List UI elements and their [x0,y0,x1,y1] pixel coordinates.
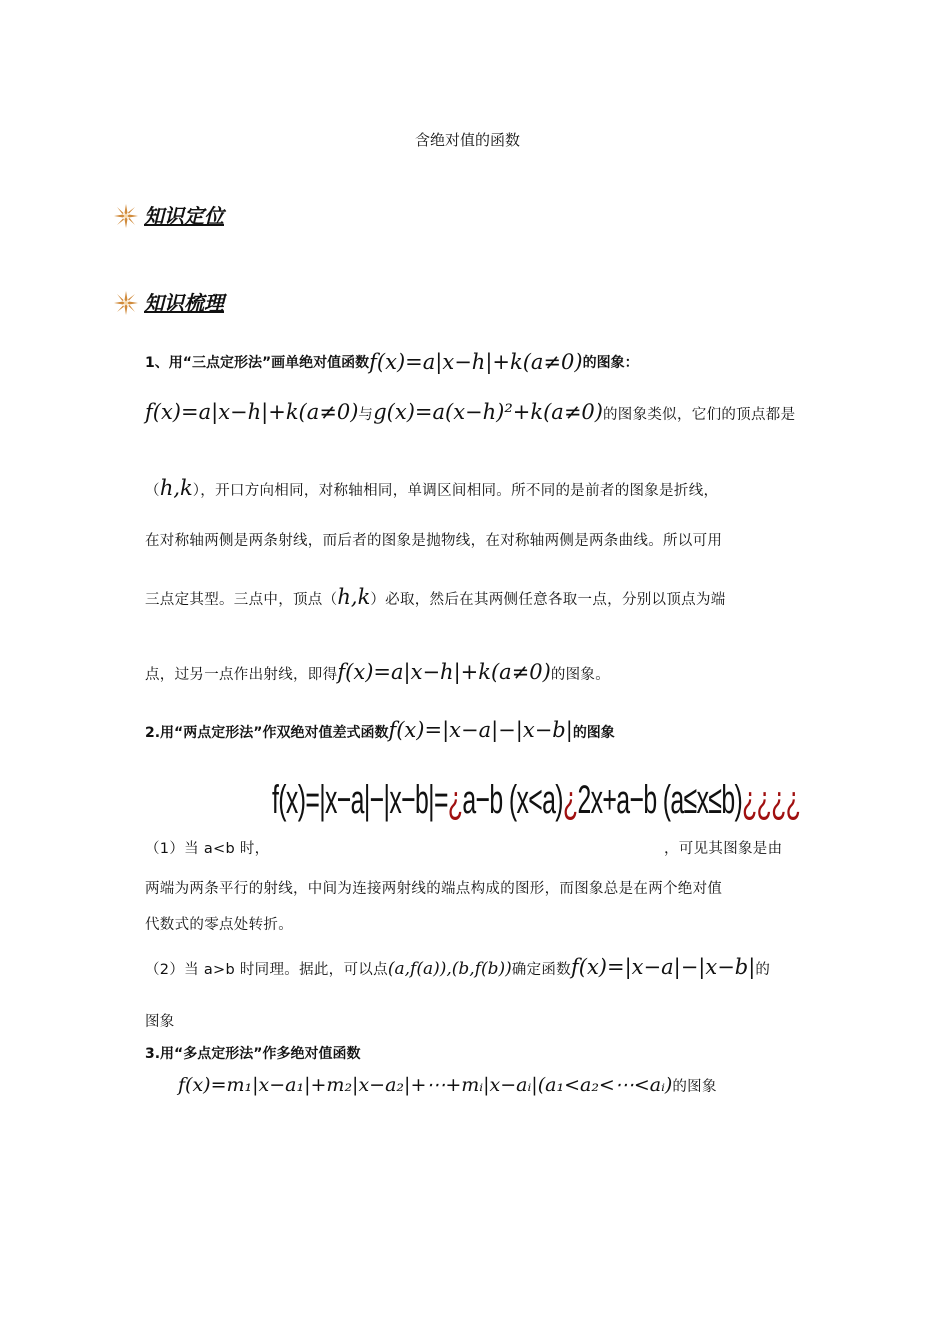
case1-line2: 两端为两条平行的射线，中间为连接两射线的端点构成的图形，而图象总是在两个绝对值 [145,881,723,897]
case2-line2: 图象 [145,1014,175,1030]
part1-line4 [145,585,726,609]
vertex-hk: h,k [159,476,193,500]
garbled-glyph: ¿ [447,778,463,822]
text-line4-post: ）必取，然后在其两侧任意各取一点，分别以顶点为端 [370,592,726,608]
piecewise-lhs: f(x)=|x−a|−|x−b|= [272,778,448,822]
case1-line3: 代数式的零点处转折。 [145,917,293,933]
case2-points: (a,f(a)),(b,f(b)) [387,959,512,979]
part1-heading-formula: f(x)=a|x−h|+k(a≠0) [369,350,583,374]
text-line5-post: 的图象。 [550,667,611,683]
page-title: 含绝对值的函数 [415,131,521,149]
part1-line5 [145,660,610,684]
sparkle-icon [112,202,140,230]
text-line2: ），开口方向相同，对称轴相同，单调区间相同。所不同的是前者的图象是折线， [192,483,719,499]
formula-quadratic: g(x)=a(x−h)²+k(a≠0) [373,400,603,424]
part1-line3: 在对称轴两侧是两条射线，而后者的图象是抛物线，在对称轴两侧是两条曲线。所以可用 [145,533,723,549]
text-line5-pre: 点，过另一点作出射线，即得 [145,667,338,683]
multi-abs-formula: f(x)=m₁|x−a₁|+m₂|x−a₂|+⋯+mᵢ|x−aᵢ|(a₁<a₂<⋯<aᵢ) [178,1074,673,1096]
case2-line1 [145,955,770,979]
part3-line [178,1074,717,1096]
part1-line2 [145,476,718,500]
part2-heading-formula: f(x)=|x−a|−|x−b| [388,718,573,742]
part1-heading-tail: 的图象： [582,355,639,371]
case1-pre: （1）当 a<b 时， [145,841,270,857]
case2-post: 的 [755,962,771,978]
vertex-hk: h,k [337,585,371,609]
section-heading: 知识梳理 [144,291,224,315]
piecewise-seg2: 2x+a−b (a≤x≤b) [577,778,743,822]
piecewise-formula [272,778,800,823]
part2-heading-tail: 的图象 [572,725,615,741]
case1-post: ，可见其图象是由 [664,841,783,857]
formula-abs: f(x)=a|x−h|+k(a≠0) [145,400,359,424]
part1-line1 [145,400,795,424]
case2-formula: f(x)=|x−a|−|x−b| [570,955,756,979]
part2-heading [145,718,615,742]
formula-abs: f(x)=a|x−h|+k(a≠0) [337,660,551,684]
text-line4-pre: 三点定其型。三点中，顶点（ [145,592,338,608]
piecewise-seg1: a−b (x<a) [462,778,563,822]
part1-heading [145,350,639,374]
case2-mid: 确定函数 [511,962,571,978]
garbled-glyph: ¿¿¿¿ [742,778,801,822]
text-similar: 的图象类似，它们的顶点都是 [602,407,796,423]
text-yu: 与 [358,407,374,423]
part1-heading-text: 1、用“三点定形法”画单绝对值函数 [145,355,370,371]
case2-pre: （2）当 a>b 时同理。据此，可以点 [145,962,388,978]
part2-heading-text: 2.用“两点定形法”作双绝对值差式函数 [145,725,389,741]
sparkle-icon [112,289,140,317]
part3-heading: 3.用“多点定形法”作多绝对值函数 [145,1046,361,1062]
part3-post: 的图象 [672,1079,717,1095]
paren-open: （ [145,483,160,499]
garbled-glyph: ¿ [562,778,578,822]
section-heading: 知识定位 [144,204,224,228]
